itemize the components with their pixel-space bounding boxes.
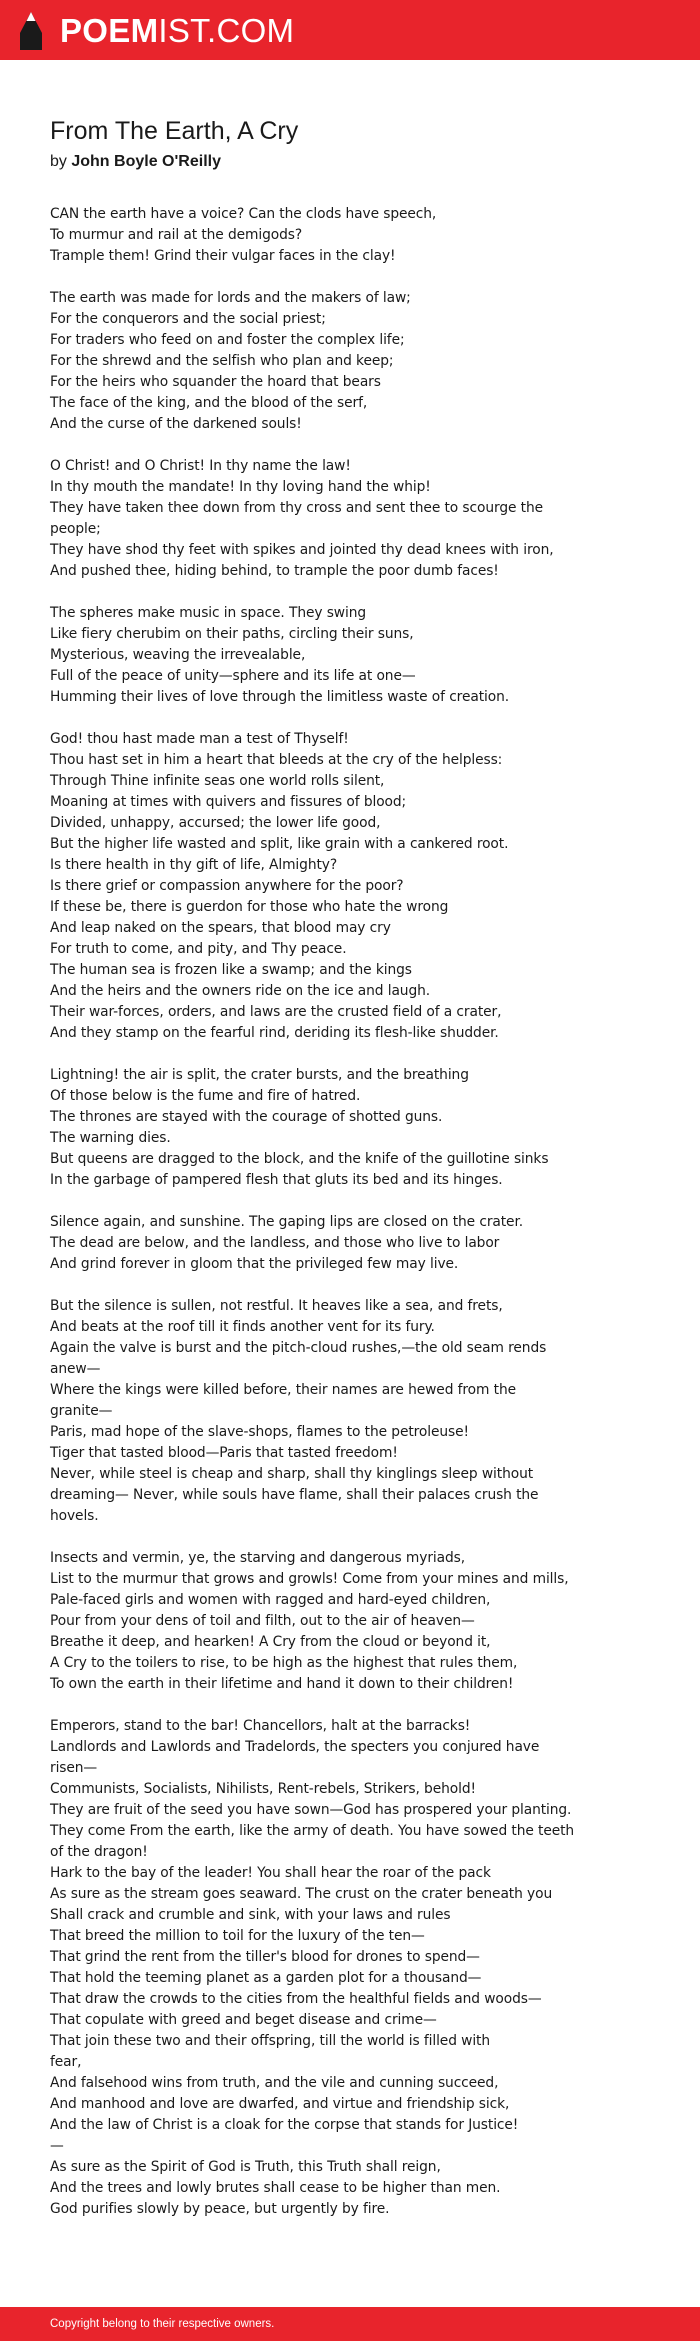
poem-line: They have shod thy feet with spikes and jointed thy dead knees with iron,	[50, 542, 554, 558]
poem-line: CAN the earth have a voice? Can the clods have speech,	[50, 206, 437, 222]
poem-line: anew—	[50, 1361, 101, 1377]
pencil-icon	[18, 11, 44, 51]
stanza	[50, 204, 660, 267]
poem-line: Never, while steel is cheap and sharp, shall thy kinglings sleep without	[50, 1466, 534, 1482]
poem-line: Lightning! the air is split, the crater bursts, and the breathing	[50, 1067, 469, 1083]
poem-line: And manhood and love are dwarfed, and virtue and friendship sick,	[50, 2096, 510, 2112]
poem-line: But queens are dragged to the block, and the knife of the guillotine sinks	[50, 1151, 549, 1167]
stanza	[50, 603, 660, 708]
poem-line: As sure as the Spirit of God is Truth, this Truth shall reign,	[50, 2159, 441, 2175]
poem-line: In thy mouth the mandate! In thy loving hand the whip!	[50, 479, 431, 495]
brand-name-bold: POEM	[60, 12, 159, 49]
stanza	[50, 1548, 660, 1695]
poem-line: They come From the earth, like the army of death. You have sowed the teeth	[50, 1823, 575, 1839]
site-logo[interactable]	[18, 11, 294, 51]
poem-line: The spheres make music in space. They swing	[50, 605, 367, 621]
poem-line: And grind forever in gloom that the privileged few may live.	[50, 1256, 459, 1272]
poem-line: For the conquerors and the social priest;	[50, 311, 326, 327]
byline	[50, 152, 660, 172]
poem-line: For the shrewd and the selfish who plan and keep;	[50, 353, 394, 369]
poem-line: That draw the crowds to the cities from the healthful fields and woods—	[50, 1991, 542, 2007]
poem-line: Breathe it deep, and hearken! A Cry from the cloud or beyond it,	[50, 1634, 491, 1650]
poem-line: Emperors, stand to the bar! Chancellors, halt at the barracks!	[50, 1718, 471, 1734]
poem-line: They have taken thee down from thy cross and sent thee to scourge the	[50, 500, 543, 516]
poem-line: And leap naked on the spears, that blood may cry	[50, 920, 391, 936]
poem-title: From The Earth, A Cry	[50, 117, 299, 145]
stanza	[50, 1296, 660, 1527]
poem-line: Insects and vermin, ye, the starving and dangerous myriads,	[50, 1550, 466, 1566]
poem-line: And the heirs and the owners ride on the ice and laugh.	[50, 983, 431, 999]
poem-line: If these be, there is guerdon for those who hate the wrong	[50, 899, 449, 915]
poem-line: To murmur and rail at the demigods?	[50, 227, 303, 243]
poem-line: Trample them! Grind their vulgar faces in the clay!	[50, 248, 396, 264]
poem-line: risen—	[50, 1760, 98, 1776]
poem-line: dreaming— Never, while souls have flame, shall their palaces crush the	[50, 1487, 539, 1503]
poem-line: Thou hast set in him a heart that bleeds at the cry of the helpless:	[50, 752, 503, 768]
poem-line: Humming their lives of love through the limitless waste of creation.	[50, 689, 510, 705]
poem-line: Hark to the bay of the leader! You shall hear the roar of the pack	[50, 1865, 491, 1881]
site-footer	[0, 2307, 700, 2341]
poem-line: people;	[50, 521, 101, 537]
poem-line: And the law of Christ is a cloak for the corpse that stands for Justice!	[50, 2117, 519, 2133]
poem-line: And the trees and lowly brutes shall cease to be higher than men.	[50, 2180, 501, 2196]
stanza	[50, 456, 660, 582]
poem-line: List to the murmur that grows and growls! Come from your mines and mills,	[50, 1571, 569, 1587]
site-header	[0, 0, 700, 60]
copyright-text: Copyright belong to their respective owners.	[50, 2318, 275, 2330]
poem-line: —	[50, 2138, 64, 2154]
poem-line: The earth was made for lords and the makers of law;	[50, 290, 411, 306]
poem-line: of the dragon!	[50, 1844, 148, 1860]
poem-line: That copulate with greed and beget disease and crime—	[50, 2012, 437, 2028]
poem-line: Is there grief or compassion anywhere for the poor?	[50, 878, 404, 894]
poem-line: As sure as the stream goes seaward. The crust on the crater beneath you	[50, 1886, 553, 1902]
poem-line: granite—	[50, 1403, 113, 1419]
poem-line: That breed the million to toil for the luxury of the ten—	[50, 1928, 425, 1944]
poem-line: That hold the teeming planet as a garden plot for a thousand—	[50, 1970, 482, 1986]
poem-line: And beats at the roof till it finds another vent for its fury.	[50, 1319, 435, 1335]
poem-line: Silence again, and sunshine. The gaping lips are closed on the crater.	[50, 1214, 524, 1230]
poem-line: But the silence is sullen, not restful. It heaves like a sea, and frets,	[50, 1298, 503, 1314]
poem-line: hovels.	[50, 1508, 99, 1524]
poem-line: For the heirs who squander the hoard that bears	[50, 374, 381, 390]
poem-line: Landlords and Lawlords and Tradelords, the specters you conjured have	[50, 1739, 540, 1755]
stanza	[50, 288, 660, 435]
poem-line: But the higher life wasted and split, like grain with a cankered root.	[50, 836, 509, 852]
poem-line: Their war-forces, orders, and laws are the crusted field of a crater,	[50, 1004, 502, 1020]
poem-line: For traders who feed on and foster the complex life;	[50, 332, 405, 348]
poem-line: For truth to come, and pity, and Thy peace.	[50, 941, 347, 957]
poem-line: Pale-faced girls and women with ragged and hard-eyed children,	[50, 1592, 491, 1608]
poem-line: The human sea is frozen like a swamp; and the kings	[50, 962, 412, 978]
poem-line: A Cry to the toilers to rise, to be high as the highest that rules them,	[50, 1655, 518, 1671]
stanza	[50, 1212, 660, 1275]
poem-content	[50, 116, 660, 2220]
poem-line: They are fruit of the seed you have sown—God has prospered your planting.	[50, 1802, 572, 1818]
poem-line: That grind the rent from the tiller's blood for drones to spend—	[50, 1949, 480, 1965]
poem-line: Shall crack and crumble and sink, with your laws and rules	[50, 1907, 451, 1923]
poem-line: And they stamp on the fearful rind, deriding its flesh-like shudder.	[50, 1025, 499, 1041]
poem-line: And the curse of the darkened souls!	[50, 416, 302, 432]
poem-line: Full of the peace of unity—sphere and its life at one—	[50, 668, 416, 684]
poem-line: That join these two and their offspring, till the world is filled with	[50, 2033, 491, 2049]
stanza	[50, 729, 660, 1044]
poem-line: Communists, Socialists, Nihilists, Rent-rebels, Strikers, behold!	[50, 1781, 476, 1797]
poem-line: Pour from your dens of toil and filth, out to the air of heaven—	[50, 1613, 475, 1629]
poem-line: Like fiery cherubim on their paths, circling their suns,	[50, 626, 414, 642]
poem-line: Paris, mad hope of the slave-shops, flames to the petroleuse!	[50, 1424, 469, 1440]
poem-line: Tiger that tasted blood—Paris that tasted freedom!	[50, 1445, 398, 1461]
poem-line: fear,	[50, 2054, 82, 2070]
poem-line: Through Thine infinite seas one world rolls silent,	[50, 773, 385, 789]
poem-line: God purifies slowly by peace, but urgently by fire.	[50, 2201, 390, 2217]
poem-line: In the garbage of pampered flesh that gluts its bed and its hinges.	[50, 1172, 503, 1188]
brand-name	[60, 11, 294, 51]
brand-name-light: IST.COM	[158, 12, 295, 49]
poem-line: The dead are below, and the landless, and those who live to labor	[50, 1235, 500, 1251]
poem-line: The face of the king, and the blood of the serf,	[50, 395, 368, 411]
poem-line: Is there health in thy gift of life, Almighty?	[50, 857, 338, 873]
poem-line: Mysterious, weaving the irrevealable,	[50, 647, 306, 663]
author-name[interactable]: John Boyle O'Reilly	[71, 153, 221, 170]
poem-line: To own the earth in their lifetime and hand it down to their children!	[50, 1676, 514, 1692]
poem-line: And falsehood wins from truth, and the vile and cunning succeed,	[50, 2075, 499, 2091]
stanza	[50, 1065, 660, 1191]
poem-line: The thrones are stayed with the courage of shotted guns.	[50, 1109, 443, 1125]
byline-label: by	[50, 153, 67, 170]
poem-line: And pushed thee, hiding behind, to trample the poor dumb faces!	[50, 563, 499, 579]
poem-body	[50, 204, 660, 2220]
poem-line: Of those below is the fume and fire of hatred.	[50, 1088, 361, 1104]
poem-line: Where the kings were killed before, their names are hewed from the	[50, 1382, 516, 1398]
stanza	[50, 1716, 660, 2220]
poem-line: The warning dies.	[50, 1130, 171, 1146]
poem-line: O Christ! and O Christ! In thy name the law!	[50, 458, 351, 474]
poem-line: Divided, unhappy, accursed; the lower life good,	[50, 815, 381, 831]
poem-line: Again the valve is burst and the pitch-cloud rushes,—the old seam rends	[50, 1340, 547, 1356]
poem-line: God! thou hast made man a test of Thyself!	[50, 731, 349, 747]
poem-line: Moaning at times with quivers and fissures of blood;	[50, 794, 407, 810]
